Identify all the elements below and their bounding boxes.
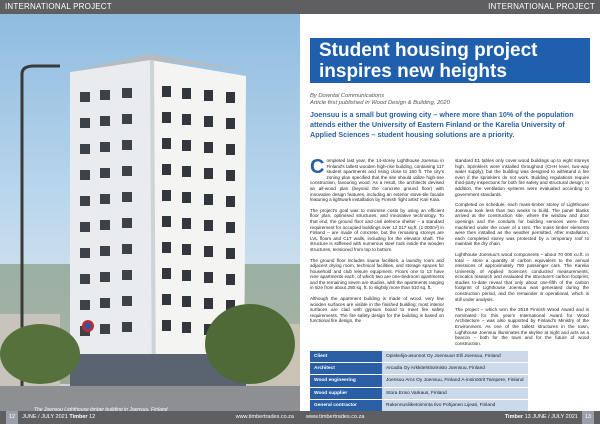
footer-url[interactable]: www.timbertrades.co.za — [306, 414, 365, 420]
footer-url[interactable]: www.timbertrades.co.za — [235, 414, 294, 420]
info-label: General contractor — [310, 399, 382, 411]
info-label: Architect — [310, 363, 382, 375]
body-paragraph: standard E1 tables only cover wood buildings up to eight storeys high. Sprinklers were installed throughout (CHH level, two-way water supply), but the building was designed to withstand a fire even if the sprinklers do not work. Building regulations require third-party inspections for both fire safety and structural design; in addition, the ventilation systems were evaluated according to government standards. — [455, 158, 589, 197]
body-paragraph: The project's goal was to minimise costs by using an efficient floor plan, optimised structures, and innovative technology. To that end, the ground floor and civil defence shelter – a standard requirement for occupied buildings over 12 017 sq.ft. (1 000m²) in Finland – are made of concrete, but the remaining storeys are LVL floors and CLT walls, including for the elevator shaft. The structure is stiffened with numerous steel rods inside the wooden structures, tensioned from top to bottom. — [310, 207, 444, 252]
body-column-2 — [455, 158, 589, 351]
footer-issue: JUNE / JULY 2021 — [22, 414, 68, 420]
body-paragraph: Completed last year, the 14-storey Lighthouse Joensuu in Finland's tallest wooden high-rise building, containing 117 student apartments and rising close to 160 ft. The city's zoning plan specified that the site should utilize high-rise construction, favouring wood. As a result, the architects devised an all-wood plan (beyond the concrete ground floor) with innovative design features, including an exterior stove-tile facade featuring a lightwork installation by Finnish 'light artist' Kari Kola. — [310, 156, 444, 203]
footer-issue: JUNE / JULY 2021 — [532, 414, 578, 420]
info-label: Wood supplier — [310, 387, 382, 399]
info-value: Rakennusliiketoiminta Ilvo Pohjanen Lijeati, Finland — [382, 399, 528, 411]
byline — [310, 93, 450, 107]
footer-mag: Timber — [69, 414, 88, 420]
info-value: Joensuu Arcs Oy Joensuu, Finland A-insinöörit Tampere, Finland — [382, 375, 528, 387]
page-number: 13 — [582, 411, 594, 424]
table-row — [310, 399, 528, 411]
table-row — [310, 375, 528, 387]
body-paragraph: Lighthouse Joensuu's wood components – about 70 000 cu.ft. in total – store a quantity of carbon equivalent to the annual emissions of approximately 750 passenger cars. The Karelia University of Applied Sciences conducted measurements, ecocalcs research and evaluated the structure's carbon footprint; studies to-date reveal that only about one-fifth of the carbon footprint of Lighthouse Joensuu was generated during the construction period, and the remainder is operational, which is still under analysis. — [455, 251, 589, 302]
photo-caption: The Joensuu Lighthouse timber building in Joensuu, Finland — [34, 407, 168, 411]
byline-source: Article first published in Wood Design & Building, 2020 — [310, 100, 450, 106]
lead-paragraph: Joensuu is a small but growing city – where more than 10% of the population attends either the University of Eastern Finland or the Karelia University of Applied Sciences – student housing solutions are a priority. — [310, 110, 574, 139]
project-info-table — [310, 351, 528, 412]
body-paragraph: Completed on schedule, each mass-timber storey of Lighthouse Joensuu took less than two weeks to build. The panel blanks arrived at the construction site, where the window and door openings and the conduits for building services were then machined under the cover of a tent. The mass timber elements were then installed as the weather permitted. After installation, each completed storey was protected by a temporary roof to maintain the dry chain. — [455, 202, 589, 247]
body-column-1 — [310, 158, 444, 329]
byline-author: By Downtal Communications — [310, 93, 385, 99]
article-title — [310, 38, 590, 83]
section-header: INTERNATIONAL PROJECT — [300, 0, 600, 14]
body-paragraph: Although the apartment building is made of wood, very few wooden surfaces are visible in the finished building; most interior surfaces are clad with gypsum board to meet fire safety requirements. The fire safety design for the building is based on functional fire design, the — [310, 296, 444, 324]
page-footer — [300, 411, 600, 424]
section-header: INTERNATIONAL PROJECT — [0, 0, 300, 14]
info-value: Opiskelija-asunnot Oy Joensuun Elli Joensuu, Finland — [382, 351, 528, 363]
page-number: 12 — [6, 411, 18, 424]
title-line-2: inspires new heights — [319, 61, 507, 82]
building-photo — [0, 14, 300, 411]
info-value: Arcadia Oy Arkkitehtitoimisto Joensuu, Finland — [382, 363, 528, 375]
right-page — [300, 0, 600, 424]
info-value: Stora Enso Varkaus, Finland — [382, 387, 528, 399]
footer-mag-num: 13 — [524, 414, 531, 420]
footer-mag: Timber — [504, 414, 524, 420]
drop-cap: C — [310, 156, 325, 178]
info-label: Client — [310, 351, 382, 363]
body-paragraph: The project – which won the 2019 Finnish Wood Award and is nominated for this year's International Award for Wood Architecture – was also supported by Finland's Ministry of the Environment. As one of the tallest structures in the town, Lighthouse Joensuu illuminates the skyline at night and acts as a beacon – both for the town and for the future of wood construction. — [455, 307, 589, 346]
body-paragraph: The ground floor includes sauna facilities, a laundry room and adjacent drying room, technical facilities, and storage spaces for household and club leisure equipment. Floors one to 13 have nine apartments each, of which two are one-bedroom apartments and the remaining seven are studios, with the apartments ranging in size from about 280 sq. ft. to slightly more than 510 sq. ft. — [310, 257, 444, 291]
page-footer — [0, 411, 300, 424]
building-illustration — [0, 14, 300, 411]
info-label: Wood engineering — [310, 375, 382, 387]
footer-mag-num: 12 — [89, 414, 96, 420]
table-row — [310, 351, 528, 363]
table-row — [310, 363, 528, 375]
title-line-1: Student housing project — [319, 40, 538, 61]
table-row — [310, 387, 528, 399]
